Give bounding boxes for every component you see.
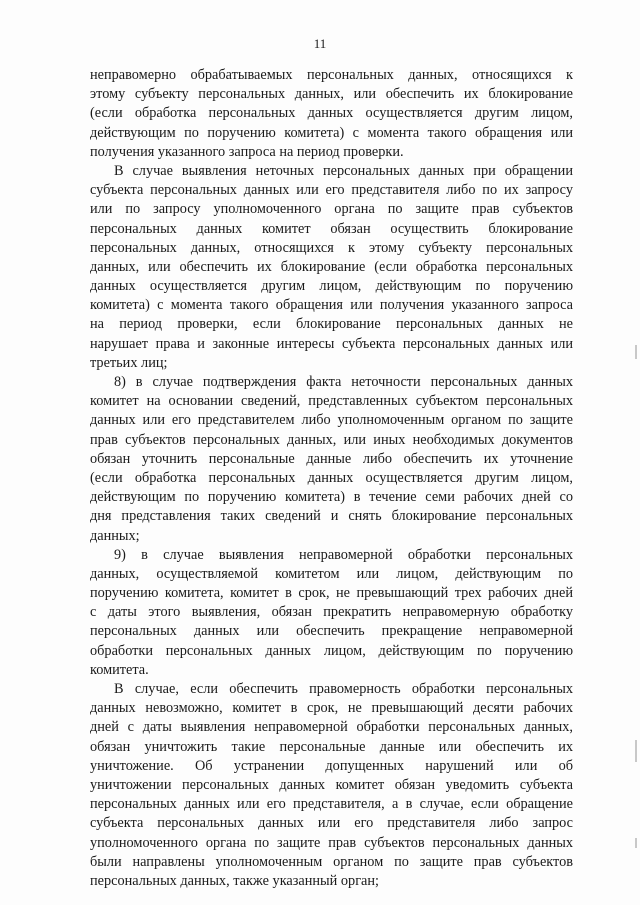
text-line: или по запросу уполномоченного органа по защите прав субъектов [90, 201, 573, 218]
text-line: (если обработка персональных данных осуществляется другим лицом, [90, 105, 573, 122]
text-line: комитет на основании сведений, представленных субъектом персональных [90, 393, 573, 410]
text-line: 9) в случае выявления неправомерной обработки персональных [114, 546, 573, 563]
text-line: поручению комитета, комитет в срок, не превышающий трех рабочих дней [90, 585, 573, 602]
text-line: дней с даты выявления неправомерной обработки персональных данных, [90, 719, 573, 736]
text-line: данных, осуществляемой комитетом или лицом, действующим по [90, 565, 573, 582]
text-line: В случае выявления неточных персональных данных при обращении [114, 162, 573, 179]
scan-edge-mark [635, 838, 637, 848]
text-line: обработки персональных данных лицом, действующим по поручению [90, 642, 573, 659]
text-line: персональных данных или его представителя, а в случае, если обращение [90, 796, 573, 813]
text-line: получения указанного запроса на период проверки. [90, 143, 404, 160]
text-line: обязан уточнить персональные данные либо обеспечить их уточнение [90, 450, 573, 467]
text-line: на период проверки, если блокирование персональных данных не [90, 316, 573, 333]
text-line: уполномоченного органа по защите прав субъектов персональных данных [90, 834, 573, 851]
text-line: персональных данных комитет обязан осуществить блокирование [90, 220, 573, 237]
text-line: действующим по поручению комитета) с момента такого обращения или [90, 124, 573, 141]
text-line: (если обработка персональных данных осуществляется другим лицом, [90, 469, 573, 486]
text-line: дня представления таких сведений и снять блокирование персональных [90, 508, 573, 525]
text-line: прав субъектов персональных данных, или иных необходимых документов [90, 431, 573, 448]
document-body [90, 66, 573, 891]
text-line: нарушает права и законные интересы субъекта персональных данных или [90, 335, 573, 352]
text-line: данных, или обеспечить их блокирование (если обработка персональных [90, 258, 573, 275]
text-line: с даты этого выявления, обязан прекратить неправомерную обработку [90, 604, 573, 621]
text-line: персональных данных, относящихся к этому субъекту персональных [90, 239, 573, 256]
text-line: персональных данных или обеспечить прекращение неправомерной [90, 623, 573, 640]
text-line: неправомерно обрабатываемых персональных данных, относящихся к [90, 67, 573, 83]
text-line: 8) в случае подтверждения факта неточности персональных данных [114, 374, 573, 390]
text-line: данных или его представителем либо уполномоченным органом по защите [90, 412, 573, 429]
text-line: действующим по поручению комитета) в течение семи рабочих дней со [90, 489, 573, 506]
text-line: обязан уничтожить такие персональные данные или обеспечить их [90, 738, 573, 755]
text-line: комитета) с момента такого обращения или получения указанного запроса [90, 297, 573, 314]
text-line: персональных данных, также указанный орган; [90, 872, 380, 889]
text-line: комитета. [90, 661, 149, 678]
text-line: субъекта персональных данных или его представителя либо запрос [90, 815, 573, 832]
scan-edge-mark [635, 345, 637, 359]
text-line: данных невозможно, комитет в срок, не превышающий десяти рабочих [90, 700, 573, 717]
text-line: уничтожение. Об устранении допущенных нарушений или об [90, 757, 573, 774]
page-number: 11 [313, 36, 327, 51]
text-line: уничтожении персональных данных комитет обязан уведомить субъекта [90, 776, 573, 793]
text-line: данных; [90, 527, 140, 544]
text-line: этому субъекту персональных данных, или обеспечить их блокирование [90, 86, 573, 103]
text-line: субъекта персональных данных или его представителя либо по их запросу [90, 182, 573, 199]
scan-edge-mark [635, 740, 637, 762]
text-line: третьих лиц; [90, 354, 168, 371]
text-line: В случае, если обеспечить правомерность обработки персональных [114, 681, 573, 697]
text-line: данных осуществляется другим лицом, действующим по поручению [90, 278, 573, 295]
text-line: были направлены уполномоченным органом по защите прав субъектов [90, 853, 573, 870]
